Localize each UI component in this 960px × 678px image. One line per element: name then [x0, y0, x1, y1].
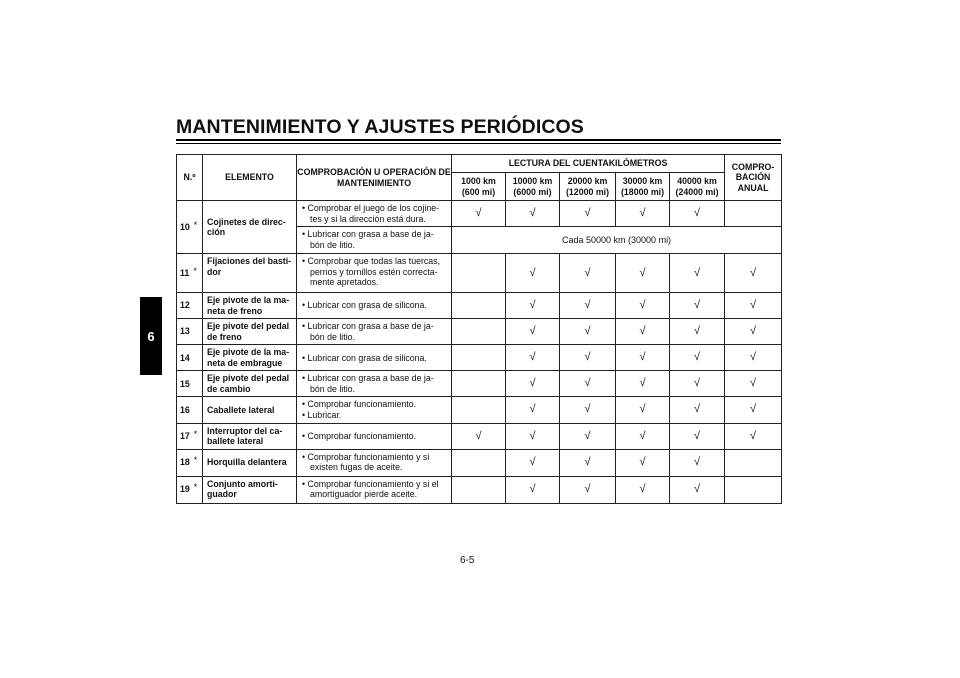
check-mark: √ [506, 201, 560, 227]
section-tab: 6 [140, 297, 162, 375]
check-mark: √ [670, 397, 725, 423]
check-mark: √ [560, 449, 616, 476]
header-annual: COMPRO- BACIÓN ANUAL [725, 155, 782, 201]
check-mark: √ [670, 371, 725, 397]
check-empty [452, 254, 506, 293]
table-row [177, 423, 782, 449]
check-mark: √ [725, 345, 782, 371]
check-mark: √ [670, 449, 725, 476]
table-row [177, 397, 782, 423]
check-mark: √ [506, 293, 560, 319]
check-mark: √ [506, 371, 560, 397]
check-mark: √ [670, 476, 725, 503]
row-operation: • Comprobar funcionamiento y si el amortiguador pierde aceite. [297, 476, 452, 503]
row-number: 12 [177, 293, 203, 319]
row-number: 14 [177, 345, 203, 371]
row-operation: • Comprobar el juego de los cojine- tes y si la dirección está dura. [297, 201, 452, 227]
row-number: 13 [177, 319, 203, 345]
maintenance-table [176, 154, 782, 504]
check-mark: √ [506, 449, 560, 476]
header-interval: 30000 km (18000 mi) [616, 173, 670, 201]
check-empty [452, 476, 506, 503]
row-element: Eje pivote del pedal de cambio [203, 371, 297, 397]
row-element: Interruptor del ca- ballete lateral [203, 423, 297, 449]
check-empty [725, 476, 782, 503]
row-element: Eje pivote de la ma- neta de embrague [203, 345, 297, 371]
row-element: Caballete lateral [203, 397, 297, 423]
check-mark: √ [725, 293, 782, 319]
check-mark: √ [616, 201, 670, 227]
row-operation: • Comprobar funcionamiento y si existen fugas de aceite. [297, 449, 452, 476]
row-operation: • Comprobar que todas las tuercas, pernos y tornillos estén correcta- mente apretados. [297, 254, 452, 293]
check-mark: √ [725, 371, 782, 397]
header-element: ELEMENTO [203, 155, 297, 201]
row-number: 18 * [177, 449, 203, 476]
check-mark: √ [560, 201, 616, 227]
check-empty [452, 319, 506, 345]
check-mark: √ [506, 476, 560, 503]
check-mark: √ [560, 476, 616, 503]
table-row [177, 449, 782, 476]
check-mark: √ [670, 319, 725, 345]
check-empty [452, 449, 506, 476]
check-empty [452, 397, 506, 423]
check-mark: √ [670, 201, 725, 227]
check-mark: √ [670, 423, 725, 449]
check-mark: √ [725, 319, 782, 345]
check-mark: √ [506, 254, 560, 293]
check-mark: √ [616, 254, 670, 293]
check-mark: √ [506, 345, 560, 371]
row-operation: • Comprobar funcionamiento. • Lubricar. [297, 397, 452, 423]
check-mark: √ [725, 397, 782, 423]
check-mark: √ [506, 319, 560, 345]
check-empty [725, 201, 782, 227]
header-interval: 40000 km (24000 mi) [670, 173, 725, 201]
check-mark: √ [616, 319, 670, 345]
check-mark: √ [725, 423, 782, 449]
check-mark: √ [560, 371, 616, 397]
title-rule-thin [176, 143, 781, 144]
row-element: Fijaciones del basti- dor [203, 254, 297, 293]
table-row [177, 319, 782, 345]
row-element: Eje pivote de la ma- neta de freno [203, 293, 297, 319]
table-row [177, 254, 782, 293]
row-number: 11 * [177, 254, 203, 293]
row-operation: • Lubricar con grasa de silicona. [297, 345, 452, 371]
check-mark: √ [616, 345, 670, 371]
check-mark: √ [616, 449, 670, 476]
check-empty [452, 345, 506, 371]
row-operation: • Lubricar con grasa de silicona. [297, 293, 452, 319]
check-empty [452, 293, 506, 319]
check-mark: √ [560, 345, 616, 371]
check-mark: √ [452, 201, 506, 227]
row-element: Conjunto amorti- guador [203, 476, 297, 503]
page-title: MANTENIMIENTO Y AJUSTES PERIÓDICOS [176, 116, 584, 138]
header-no: N.º [177, 155, 203, 201]
header-interval: 20000 km (12000 mi) [560, 173, 616, 201]
row-number: 19 * [177, 476, 203, 503]
check-mark: √ [506, 423, 560, 449]
row-number: 16 [177, 397, 203, 423]
check-empty [452, 371, 506, 397]
check-mark: √ [670, 345, 725, 371]
row-number: 17 * [177, 423, 203, 449]
check-mark: √ [670, 254, 725, 293]
check-mark: √ [616, 371, 670, 397]
row-number: 15 [177, 371, 203, 397]
table-row [177, 293, 782, 319]
check-empty [725, 449, 782, 476]
check-mark: √ [616, 293, 670, 319]
check-mark: √ [616, 423, 670, 449]
interval-note: Cada 50000 km (30000 mi) [452, 227, 782, 254]
check-mark: √ [506, 397, 560, 423]
check-mark: √ [560, 397, 616, 423]
row-number: 10 * [177, 201, 203, 254]
check-mark: √ [616, 397, 670, 423]
page-number: 6-5 [460, 555, 475, 566]
row-element: Horquilla delantera [203, 449, 297, 476]
row-operation: • Lubricar con grasa a base de ja- bón de litio. [297, 319, 452, 345]
table-row [177, 371, 782, 397]
check-mark: √ [560, 319, 616, 345]
header-odometer: LECTURA DEL CUENTAKILÓMETROS [452, 155, 725, 173]
table-row [177, 476, 782, 503]
row-operation: • Lubricar con grasa a base de ja- bón de litio. [297, 227, 452, 254]
check-mark: √ [670, 293, 725, 319]
header-operation: COMPROBACIÓN U OPERACIÓN DE MANTENIMIENTO [297, 155, 452, 201]
row-operation: • Lubricar con grasa a base de ja- bón de litio. [297, 371, 452, 397]
row-element: Eje pivote del pedal de freno [203, 319, 297, 345]
check-mark: √ [560, 254, 616, 293]
header-interval: 1000 km (600 mi) [452, 173, 506, 201]
table-row [177, 201, 782, 227]
check-mark: √ [452, 423, 506, 449]
row-element: Cojinetes de direc- ción [203, 201, 297, 254]
check-mark: √ [725, 254, 782, 293]
check-mark: √ [560, 293, 616, 319]
check-mark: √ [616, 476, 670, 503]
row-operation: • Comprobar funcionamiento. [297, 423, 452, 449]
table-row [177, 345, 782, 371]
check-mark: √ [560, 423, 616, 449]
header-interval: 10000 km (6000 mi) [506, 173, 560, 201]
title-rule-thick [176, 139, 781, 141]
